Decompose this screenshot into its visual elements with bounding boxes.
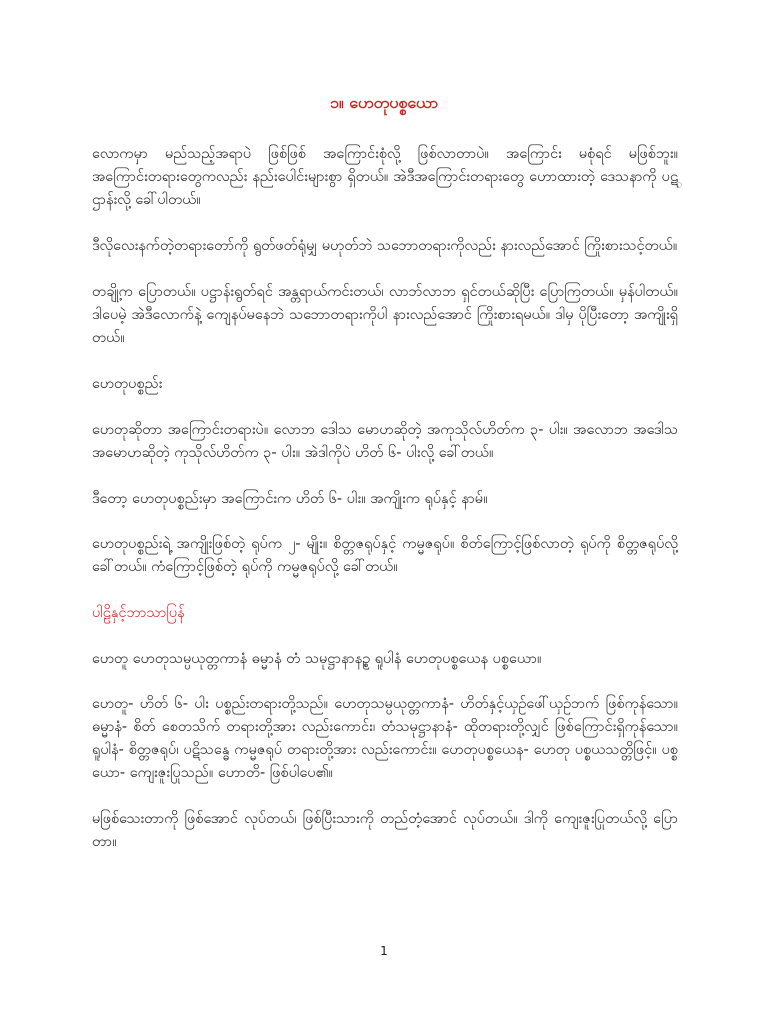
paragraph: ဟေတူ- ဟိတ် ၆- ပါး ပစ္စည်းတရားတို့သည်။ ဟေတုသမ္ပယုတ္တကာနံ- ဟိတ်နှင့်ယှဉ်ဖေါ်ယှဉ်ဘက် ဖြစ်ကုန်သော။ ဓမ္မာနံ- စိတ် စေတသိက် တရားတို့အား လည်းကောင်း၊ တံသမုဋ္ဌာနာနံ- ထိုတရားတို့လျှင် ဖြစ်ကြောင်းရှိကုန်သော။ ရူပါနံ- စိတ္တဇရုပ်၊ ပဋိသန္ဓေ ကမ္မဇရုပ် တရားတို့အား လည်းကောင်း။ ဟေတုပစ္စယေန- ဟေတု ပစ္စယသတ္တိဖြင့်။ ပစ္စယော- ကျေးဇူးပြုသည်။ ဟောတိ- ဖြစ်ပါပေ၏။: [92, 696, 678, 781]
document-body: [92, 143, 678, 877]
paragraph: ဟေတူ ဟေတုသမ္ပယုတ္တကာနံ ဓမ္မာနံ တံ သမုဋ္ဌာနာနဉ္စ ရူပါနံ ဟေတုပစ္စယေန ပစ္စယော။: [92, 651, 542, 667]
paragraph: တချို့က ပြောတယ်။ ပဋ္ဌာန်းရွတ်ရင် အန္တရာယ်ကင်းတယ်၊ လာဘ်လာဘ ရှင်တယ်ဆိုပြီး ပြောကြတယ်။ မှန်ပါတယ်။ ဒါပေမဲ့ အဲဒီလောက်နဲ့ ကျေနပ်မနေဘဲ သဘောတရားကိုပါ နားလည်အောင် ကြိုးစားရမယ်။ ဒါမှ ပိုပြီးတော့ အကျိုးရှိတယ်။: [92, 284, 678, 346]
paragraph: ဟေတုပစ္စည်းရဲ့ အကျိုးဖြစ်တဲ့ ရုပ်က ၂- မျိုး။ စိတ္တဇရုပ်နှင့် ကမ္မဇရုပ်။ စိတ်ကြောင့်ဖြစ်လာတဲ့ ရုပ်ကို စိတ္တဇရုပ်လို့ ခေါ်တယ်။ ကံကြောင့်ဖြစ်တဲ့ ရုပ်ကို ကမ္မဇရုပ်လို့ ခေါ်တယ်။: [92, 536, 678, 575]
paragraph: လောကမှာ မည်သည့်အရာပဲ ဖြစ်ဖြစ် အကြောင်းစုံလို့ ဖြစ်လာတာပဲ။ အကြောင်း မစုံရင် မဖြစ်ဘူး။ အကြောင်းတရားတွေကလည်း နည်းပေါင်းများစွာ ရှိတယ်။ အဲဒီအကြောင်းတရားတွေ ဟောထားတဲ့ ဒေသနာကို ပဋ္ဌာန်းလို့ ခေါ်ပါတယ်။: [92, 146, 678, 208]
paragraph: ဒီလိုလေးနက်တဲ့တရားတော်ကို ရွတ်ဖတ်ရုံမျှ မဟုတ်ဘဲ သဘောတရားကိုလည်း နားလည်အောင် ကြိုးစားသင့်တယ်။: [92, 238, 678, 254]
paragraph: ဒီတော့ ဟေတုပစ္စည်းမှာ အကြောင်းက ဟိတ် ၆- ပါး။ အကျိုးက ရုပ်နှင့် နာမ်။: [92, 491, 488, 507]
page-title: ၁။ ဟေတုပစ္စယော: [329, 93, 439, 112]
section-heading-red: ပါဠိနှင့်ဘာသာပြန်: [92, 605, 185, 621]
page-number: 1: [380, 944, 388, 958]
section-heading: ဟေတုပစ္စည်း: [92, 376, 163, 392]
paragraph: ဟေတုဆိုတာ အကြောင်းတရားပဲ။ လောဘ ဒေါသ မောဟဆိုတဲ့ အကုသိုလ်ဟိတ်က ၃- ပါး။ အလောဘ အဒေါသ အမောဟဆိုတဲ့ ကုသိုလ်ဟိတ်က ၃- ပါး။ အဲဒါကိုပဲ ဟိတ် ၆- ပါးလို့ ခေါ်တယ်။: [92, 422, 678, 461]
paragraph: မဖြစ်သေးတာကို ဖြစ်အောင် လုပ်တယ်၊ ဖြစ်ပြီးသားကို တည်တံ့အောင် လုပ်တယ်။ ဒါကို ကျေးဇူးပြုတယ်လို့ ပြောတာ။: [92, 811, 678, 850]
